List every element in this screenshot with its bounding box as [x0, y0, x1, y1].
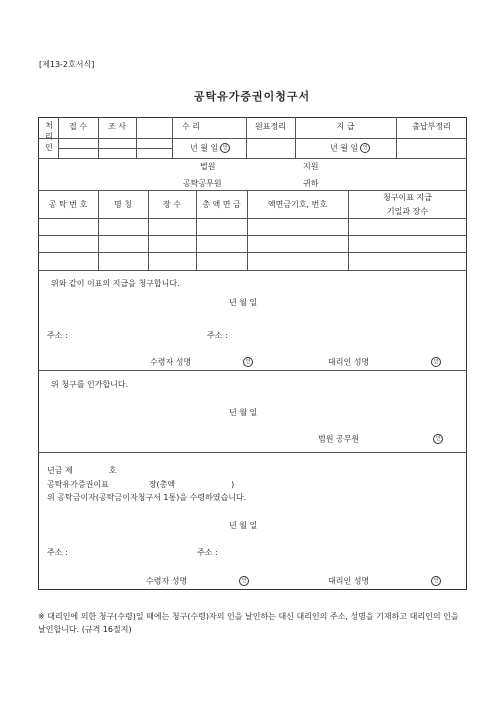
column-deposit-no: 공 탁 번 호: [48, 200, 88, 209]
honorific-label: 귀하: [303, 179, 319, 188]
jeopsu-label: 접 수: [69, 122, 87, 131]
receipt-total-close: ): [231, 480, 235, 489]
request-agent-label: 대리인 성명: [328, 357, 370, 367]
receipt-coupon-label: 공탁유가증권이표: [47, 480, 109, 489]
request-text: 위와 같이 이표의 지급을 청구합니다.: [51, 279, 180, 288]
court-label: 법원: [200, 162, 216, 171]
jigeup-label: 지 급: [336, 122, 355, 131]
receipt-receiver: [146, 576, 249, 587]
seal-mark-icon: 인: [360, 143, 370, 153]
branch-label: 지원: [303, 162, 319, 171]
request-receiver-label: 수령자 성명: [150, 357, 192, 367]
approval-text: 위 청구를 인가합니다.: [51, 380, 129, 389]
receipt-agent: [328, 576, 441, 587]
receipt-receiver-label: 수령자 성명: [146, 576, 188, 586]
jigeup-date: [330, 143, 370, 154]
request-date: 년 월 일: [229, 298, 258, 307]
receipt-agent-label: 대리인 성명: [328, 576, 370, 586]
request-address-1[interactable]: 주소 :: [47, 331, 68, 340]
approval-date: 년 월 일: [229, 408, 258, 417]
jigeup-date-label: 년 월 일: [330, 143, 359, 153]
receipt-line-3: 위 공탁금이자(공탁금이자청구서 1통)을 수령하였습니다.: [47, 493, 247, 502]
column-coupon-2: 기일과 장수: [386, 207, 429, 216]
request-agent: [328, 357, 441, 368]
form-frame: [38, 117, 467, 590]
wonpyo-label: 원표정리: [255, 122, 286, 131]
seal-mark-icon: 인: [433, 434, 443, 444]
receipt-year-label: 년금 제: [47, 466, 73, 475]
column-sheets: 장 수: [163, 200, 181, 209]
page-title: 공탁유가증권이청구서: [193, 90, 311, 103]
column-coupon-1: 청구이표 지급: [383, 193, 432, 202]
seal-mark-icon: 인: [239, 576, 249, 586]
request-address-2[interactable]: 주소 :: [207, 331, 228, 340]
seal-mark-icon: 인: [243, 357, 253, 367]
receipt-line-2: [47, 480, 234, 490]
seal-mark-icon: 인: [220, 143, 230, 153]
suri-date: [190, 143, 230, 154]
column-face-code: 액면금기호, 번호: [267, 200, 328, 209]
suri-date-label: 년 월 일: [190, 143, 219, 153]
receipt-line-1: [47, 466, 116, 476]
receipt-total-label: 장(총액: [148, 480, 176, 489]
approval-official-label: 법원 공무원: [318, 434, 360, 444]
chulnap-label: 출납부정리: [412, 122, 451, 131]
receipt-address-1[interactable]: 주소 :: [47, 548, 68, 557]
footnote: ※ 대리인에 의한 청구(수령)일 때에는 청구(수령)자의 인을 날인하는 대신 대리인의 주소, 성명을 기재하고 대리인의 인을 날인합니다. (규격 16절지): [38, 612, 459, 634]
approval-official: [318, 434, 443, 445]
seal-mark-icon: 인: [431, 576, 441, 586]
receipt-address-2[interactable]: 주소 :: [197, 548, 218, 557]
official-label: 공탁공무원: [183, 179, 222, 188]
receipt-date: 년 월 일: [229, 521, 258, 530]
suri-label: 수 리: [182, 122, 200, 131]
column-name: 명 칭: [114, 200, 132, 209]
column-total-face: 총 액 면 금: [202, 200, 241, 209]
request-receiver: [150, 357, 253, 368]
cheori-label: 처리인: [45, 121, 53, 152]
seal-mark-icon: 인: [431, 357, 441, 367]
form-number: [제13-2호서식]: [39, 60, 95, 69]
receipt-no-label: 호: [108, 466, 117, 475]
josa-label: 조 사: [108, 122, 126, 131]
